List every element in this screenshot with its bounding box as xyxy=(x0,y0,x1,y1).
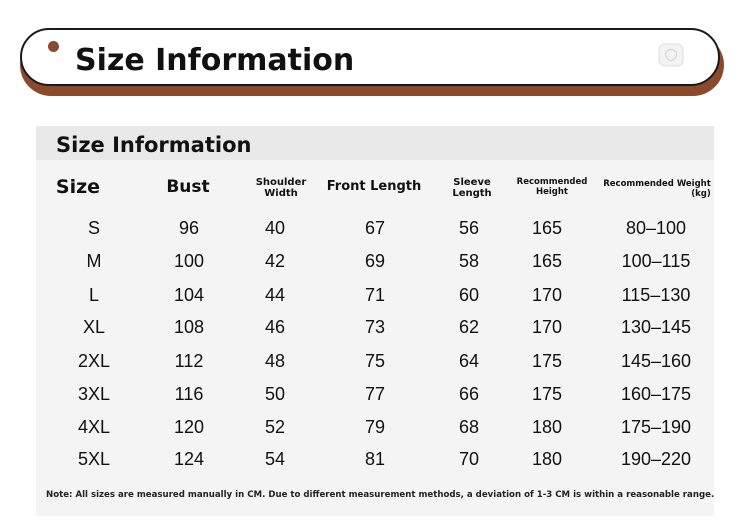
cell-weight: 160–175 xyxy=(620,384,692,404)
measurement-note: Note: All sizes are measured manually in CM. Due to different measurement methods, a deviation of 1-3 CM is within a reasonable range. xyxy=(46,490,715,500)
header-shoulder-line1: Shoulder xyxy=(255,177,307,188)
cell-bust: 124 xyxy=(173,449,205,469)
cell-height: 175 xyxy=(531,384,563,404)
cell-front-length: 75 xyxy=(364,351,386,371)
cell-bust: 108 xyxy=(173,317,205,337)
cell-front-length: 81 xyxy=(364,449,386,469)
cell-size: S xyxy=(87,218,101,238)
cell-shoulder: 46 xyxy=(264,317,286,337)
cell-size: M xyxy=(86,251,102,271)
header-bust: Bust xyxy=(166,177,210,197)
cell-size: 5XL xyxy=(77,449,111,469)
cell-shoulder: 52 xyxy=(264,417,286,437)
cell-height: 170 xyxy=(531,285,563,305)
cell-weight: 190–220 xyxy=(620,449,692,469)
cell-weight: 100–115 xyxy=(621,251,691,271)
cell-front-length: 79 xyxy=(364,417,386,437)
cell-bust: 100 xyxy=(173,251,205,271)
cell-shoulder: 48 xyxy=(264,351,286,371)
header-size: Size xyxy=(55,176,101,198)
cell-size: 2XL xyxy=(77,351,111,371)
cell-height: 165 xyxy=(531,218,563,238)
cell-sleeve: 64 xyxy=(458,351,480,371)
cell-bust: 104 xyxy=(173,285,205,305)
cell-shoulder: 40 xyxy=(264,218,286,238)
cell-sleeve: 66 xyxy=(458,384,480,404)
header-height-line2: Height xyxy=(536,187,568,197)
cell-bust: 112 xyxy=(174,351,204,371)
cell-size: 4XL xyxy=(77,417,111,437)
cell-height: 175 xyxy=(531,351,563,371)
cell-front-length: 77 xyxy=(364,384,386,404)
cell-height: 180 xyxy=(531,417,563,437)
header-weight-line1: Recommended Weight xyxy=(603,179,711,189)
cell-sleeve: 68 xyxy=(458,417,480,437)
cell-shoulder: 44 xyxy=(264,285,286,305)
cell-weight: 145–160 xyxy=(620,351,692,371)
cell-front-length: 69 xyxy=(364,251,386,271)
cell-sleeve: 60 xyxy=(458,285,480,305)
cell-weight: 115–130 xyxy=(621,285,691,305)
cell-sleeve: 58 xyxy=(458,251,480,271)
cell-shoulder: 42 xyxy=(264,251,286,271)
watermark-icon xyxy=(656,40,686,70)
cell-size: 3XL xyxy=(77,384,111,404)
size-table-title: Size Information xyxy=(56,133,252,157)
header-sleeve-length xyxy=(452,177,491,199)
header-front-length: Front Length xyxy=(326,179,422,194)
header-recommended-height xyxy=(517,177,588,197)
header-shoulder-width xyxy=(256,177,307,199)
cell-sleeve: 62 xyxy=(458,317,480,337)
cell-bust: 96 xyxy=(178,218,200,238)
cell-weight: 175–190 xyxy=(620,417,692,437)
page-title: Size Information xyxy=(75,43,355,78)
cell-front-length: 67 xyxy=(364,218,386,238)
header-shoulder-line2: Width xyxy=(264,188,298,199)
cell-bust: 116 xyxy=(174,384,204,404)
header-recommended-weight xyxy=(603,179,711,199)
cell-shoulder: 54 xyxy=(264,449,286,469)
cell-front-length: 73 xyxy=(364,317,386,337)
header-weight-line2: (kg) xyxy=(691,189,711,199)
cell-front-length: 71 xyxy=(364,285,386,305)
cell-height: 180 xyxy=(531,449,563,469)
cell-size: XL xyxy=(82,317,106,337)
cell-bust: 120 xyxy=(173,417,205,437)
cell-sleeve: 70 xyxy=(458,449,480,469)
bullet-dot-icon xyxy=(48,41,59,52)
cell-weight: 80–100 xyxy=(625,218,687,238)
cell-sleeve: 56 xyxy=(458,218,480,238)
cell-size: L xyxy=(88,285,100,305)
cell-shoulder: 50 xyxy=(264,384,286,404)
header-sleeve-line1: Sleeve xyxy=(453,177,491,188)
cell-weight: 130–145 xyxy=(620,317,692,337)
header-height-line1: Recommended xyxy=(516,177,588,187)
header-sleeve-line2: Length xyxy=(452,188,492,199)
cell-height: 165 xyxy=(531,251,563,271)
cell-height: 170 xyxy=(531,317,563,337)
